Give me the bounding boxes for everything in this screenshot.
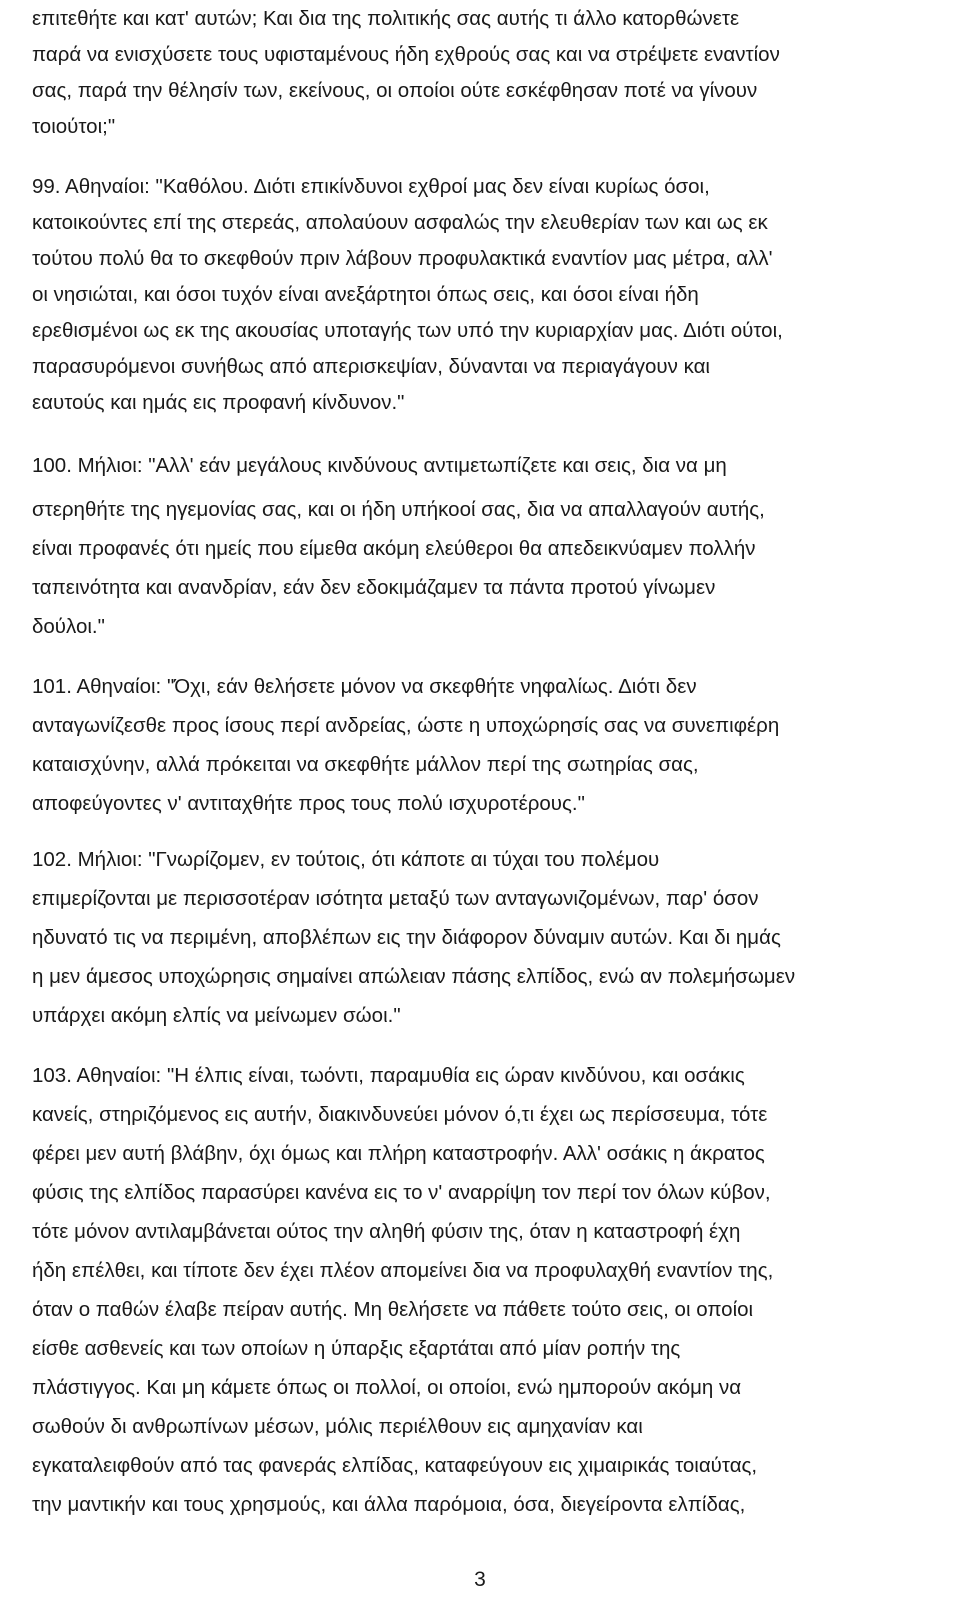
text-line: αποφεύγοντες ν' αντιταχθήτε προς τους πολύ ισχυροτέρους." — [32, 792, 585, 815]
text-line: τοιούτοι;" — [32, 115, 116, 138]
text-line: είναι προφανές ότι ημείς που είμεθα ακόμη ελεύθεροι θα απεδεικνύαμεν πολλήν — [32, 537, 756, 560]
text-line: σας, παρά την θέλησίν των, εκείνους, οι οποίοι ούτε εσκέφθησαν ποτέ να γίνουν — [32, 79, 758, 102]
text-line: εαυτούς και ημάς εις προφανή κίνδυνον." — [32, 391, 405, 414]
text-line: την μαντικήν και τους χρησμούς, και άλλα παρόμοια, όσα, διεγείροντα ελπίδας, — [32, 1493, 746, 1516]
text-line: όταν ο παθών έλαβε πείραν αυτής. Μη θελήσετε να πάθετε τούτο σεις, οι οποίοι — [32, 1298, 754, 1321]
text-line: φύσις της ελπίδος παρασύρει κανένα εις το ν' αναρρίψη τον περί τον όλων κύβον, — [32, 1181, 771, 1204]
page-number: 3 — [474, 1568, 486, 1591]
text-line: η μεν άμεσος υποχώρησις σημαίνει απώλειαν πάσης ελπίδος, ενώ αν πολεμήσωμεν — [32, 965, 796, 988]
text-line: καταισχύνην, αλλά πρόκειται να σκεφθήτε μάλλον περί της σωτηρίας σας, — [32, 753, 699, 776]
text-line: ερεθισμένοι ως εκ της ακουσίας υποταγής των υπό την κυριαρχίαν μας. Διότι ούτοι, — [32, 319, 783, 342]
text-line: ηδυνατό τις να περιμένη, αποβλέπων εις την διάφορον δύναμιν αυτών. Και δι ημάς — [32, 926, 781, 949]
text-line: πλάστιγγος. Και μη κάμετε όπως οι πολλοί, οι οποίοι, ενώ ημπορούν ακόμη να — [32, 1376, 742, 1399]
text-line: 102. Μήλιοι: "Γνωρίζομεν, εν τούτοις, ότι κάποτε αι τύχαι του πολέμου — [32, 848, 660, 871]
text-line: επιμερίζονται με περισσοτέραν ισότητα μεταξύ των ανταγωνιζομένων, παρ' όσον — [32, 887, 759, 910]
text-line: 99. Αθηναίοι: "Καθόλου. Διότι επικίνδυνοι εχθροί μας δεν είναι κυρίως όσοι, — [32, 175, 710, 198]
text-line: στερηθήτε της ηγεμονίας σας, και οι ήδη υπήκοοί σας, δια να απαλλαγούν αυτής, — [32, 498, 765, 521]
text-line: ταπεινότητα και ανανδρίαν, εάν δεν εδοκιμάζαμεν τα πάντα προτού γίνωμεν — [32, 576, 716, 599]
text-line: παρά να ενισχύσετε τους υφισταμένους ήδη εχθρούς σας και να στρέψετε εναντίον — [32, 43, 780, 66]
text-line: κατοικούντες επί της στερεάς, απολαύουν ασφαλώς την ελευθερίαν των και ως εκ — [32, 211, 768, 234]
text-line: τότε μόνον αντιλαμβάνεται ούτος την αληθή φύσιν της, όταν η καταστροφή έχη — [32, 1220, 741, 1243]
text-line: επιτεθήτε και κατ' αυτών; Και δια της πολιτικής σας αυτής τι άλλο κατορθώνετε — [32, 7, 740, 30]
text-line: κανείς, στηριζόμενος εις αυτήν, διακινδυνεύει μόνον ό,τι έχει ως περίσσευμα, τότε — [32, 1103, 768, 1126]
text-line: είσθε ασθενείς και των οποίων η ύπαρξις εξαρτάται από μίαν ροπήν της — [32, 1337, 681, 1360]
text-line: φέρει μεν αυτή βλάβην, όχι όμως και πλήρη καταστροφήν. Αλλ' οσάκις η άκρατος — [32, 1142, 765, 1165]
text-line: ανταγωνίζεσθε προς ίσους περί ανδρείας, ώστε η υποχώρησίς σας να συνεπιφέρη — [32, 714, 780, 737]
text-line: ήδη επέλθει, και τίποτε δεν έχει πλέον απομείνει δια να προφυλαχθή εναντίον της, — [32, 1259, 774, 1282]
text-line: εγκαταλειφθούν από τας φανεράς ελπίδας, καταφεύγουν εις χιμαιρικάς τοιαύτας, — [32, 1454, 758, 1477]
text-line: τούτου πολύ θα το σκεφθούν πριν λάβουν προφυλακτικά εναντίον μας μέτρα, αλλ' — [32, 247, 773, 270]
text-line: οι νησιώται, και όσοι τυχόν είναι ανεξάρτητοι όπως σεις, και όσοι είναι ήδη — [32, 283, 699, 306]
text-line: παρασυρόμενοι συνήθως από απερισκεψίαν, δύνανται να περιαγάγουν και — [32, 355, 710, 378]
text-line: 100. Μήλιοι: "Αλλ' εάν μεγάλους κινδύνους αντιμετωπίζετε και σεις, δια να μη — [32, 454, 727, 477]
text-line: δούλοι." — [32, 615, 105, 638]
text-line: 103. Αθηναίοι: "Η έλπις είναι, τωόντι, παραμυθία εις ώραν κινδύνου, και οσάκις — [32, 1064, 745, 1087]
text-line: υπάρχει ακόμη ελπίς να μείνωμεν σώοι." — [32, 1004, 401, 1027]
text-line: σωθούν δι ανθρωπίνων μέσων, μόλις περιέλθουν εις αμηχανίαν και — [32, 1415, 643, 1438]
text-line: 101. Αθηναίοι: "Όχι, εάν θελήσετε μόνον να σκεφθήτε νηφαλίως. Διότι δεν — [32, 675, 697, 698]
